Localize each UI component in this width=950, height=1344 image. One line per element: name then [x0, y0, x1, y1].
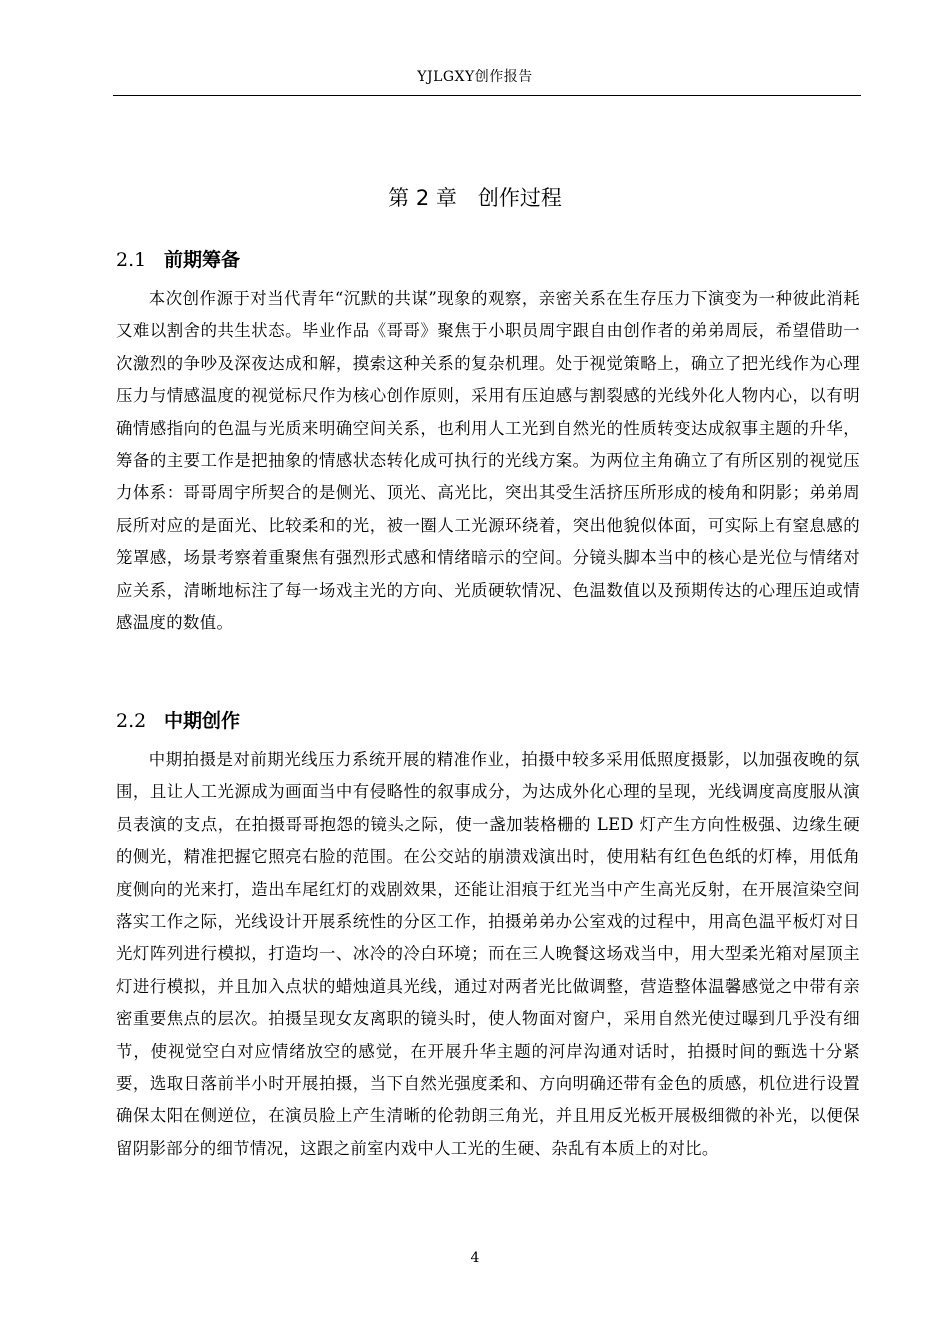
- section-2-2-paragraph: 中期拍摄是对前期光线压力系统开展的精准作业，拍摄中较多采用低照度摄影，以加强夜晚的氛围，且让人工光源成为画面当中有侵略性的叙事成分，为达成外化心理的呈现，光线调度高度服从演员表演的支点，在拍摄哥哥抱怨的镜头之际，使一盏加装格栅的 LED 灯产生方向性极强、边缘生硬的侧光，精准把握它照亮右脸的范围。在公交站的崩溃戏演出时，使用粘有红色色纸的灯棒，用低角度侧向的光来打，造出车尾红灯的戏剧效果，还能让泪痕于红光当中产生高光反射，在开展渲染空间落实工作之际，光线设计开展系统性的分区工作，拍摄弟弟办公室戏的过程中，用高色温平板灯对日光灯阵列进行模拟，打造均一、冰冷的冷白环境；而在三人晚餐这场戏当中，用大型柔光箱对屋顶主灯进行模拟，并且加入点状的蜡烛道具光线，通过对两者光比做调整，营造整体温馨感觉之中带有亲密重要焦点的层次。拍摄呈现女友离职的镜头时，使人物面对窗户，采用自然光使过曝到几乎没有细节，使视觉空白对应情绪放空的感觉，在开展升华主题的河岸沟通对话时，拍摄时间的甄选十分紧要，选取日落前半小时开展拍摄，当下自然光强度柔和、方向明确还带有金色的质感，机位进行设置确保太阳在侧逆位，在演员脸上产生清晰的伦勃朗三角光，并且用反光板开展极细微的补光，以便保留阴影部分的细节情况，这跟之前室内戏中人工光的生硬、杂乱有本质上的对比。: [116, 750, 860, 1158]
- section-title: 中期创作: [164, 710, 241, 732]
- section-heading-2-1: [116, 245, 240, 272]
- section-number: 2.2: [116, 710, 147, 732]
- section-2-1-paragraph: 本次创作源于对当代青年“沉默的共谋”现象的观察，亲密关系在生存压力下演变为一种彼此消耗又难以割舍的共生状态。毕业作品《哥哥》聚焦于小职员周宇跟自由创作者的弟弟周辰，希望借助一次激烈的争吵及深夜达成和解，摸索这种关系的复杂机理。处于视觉策略上，确立了把光线作为心理压力与情感温度的视觉标尺作为核心创作原则，采用有压迫感与割裂感的光线外化人物内心，以有明确情感指向的色温与光质来明确空间关系，也利用人工光到自然光的性质转变达成叙事主题的升华，筹备的主要工作是把抽象的情感状态转化成可执行的光线方案。为两位主角确立了有所区别的视觉压力体系：哥哥周宇所契合的是侧光、顶光、高光比，突出其受生活挤压所形成的棱角和阴影；弟弟周辰所对应的是面光、比较柔和的光，被一圈人工光源环绕着，突出他貌似体面，可实际上有窒息感的笼罩感，场景考察着重聚焦有强烈形式感和情绪暗示的空间。分镜头脚本当中的核心是光位与情绪对应关系，清晰地标注了每一场戏主光的方向、光质硬软情况、色温数值以及预期传达的心理压迫或情感温度的数值。: [116, 289, 860, 633]
- chapter-title: 第 2 章 创作过程: [388, 186, 562, 211]
- page-number: 4: [470, 1250, 480, 1266]
- section-number: 2.1: [116, 249, 147, 271]
- header-divider: [113, 95, 861, 96]
- running-header: YJLGXY创作报告: [417, 69, 533, 85]
- section-heading-2-2: [116, 706, 240, 733]
- section-title: 前期筹备: [164, 249, 241, 271]
